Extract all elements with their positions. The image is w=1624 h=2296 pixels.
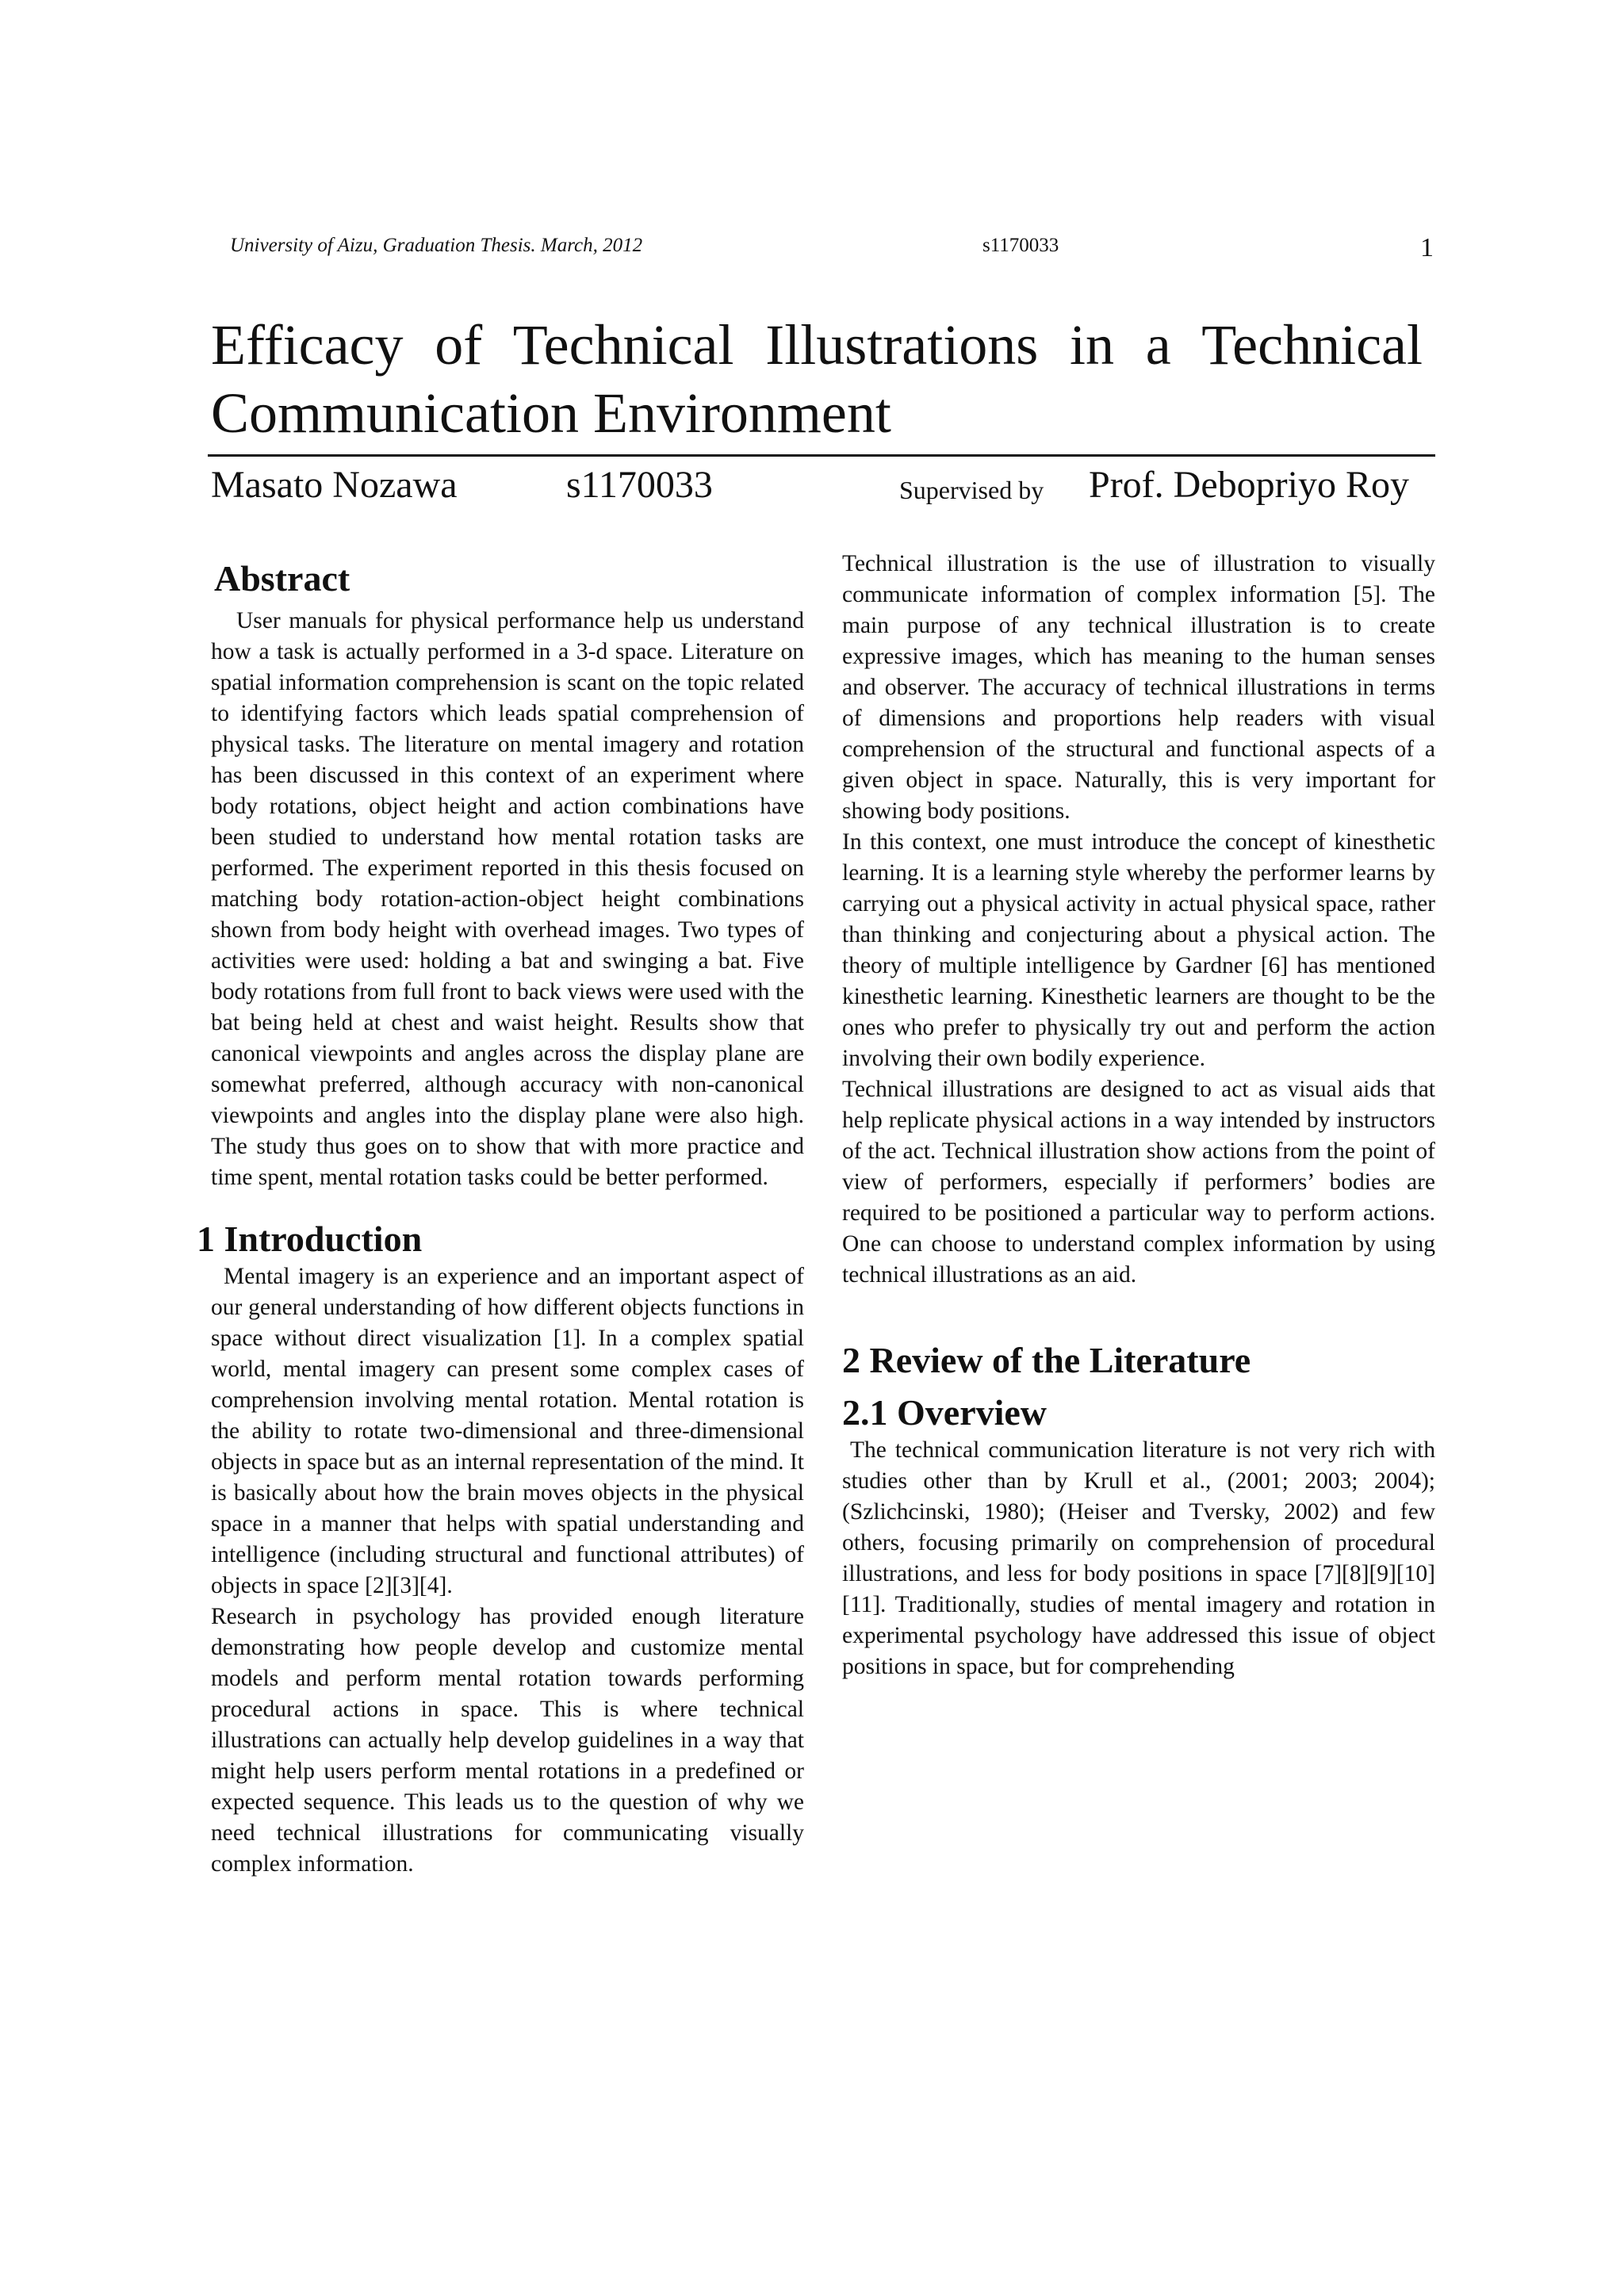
overview-paragraph: The technical communication literature is not very rich with studies other than by Krull et al., (2001; 2003; 2004); (Szlichcinski, 1980); (Heiser and Tversky, 2002) and few others, focusing primarily on comprehension of procedural illustrations, and less for body positions in space [7][8][9][10][11]. Traditionally, studies of mental imagery and rotation in experimental psychology have addressed this issue of object positions in space, but for comprehending bbox=[842, 1437, 1435, 1679]
introduction-heading: 1 Introduction bbox=[197, 1219, 423, 1259]
page-number: 1 bbox=[1420, 233, 1434, 262]
introduction-paragraph: In this context, one must introduce the concept of kinesthetic learning. It is a learning style whereby the performer learns by carrying out a physical activity in actual physical space, rather than thinking and conjecturing about a physical action. The theory of multiple intelligence by Gardner [6] has mentioned kinesthetic learning. Kinesthetic learners are thought to be the ones who prefer to physically try out and perform the action involving their own bodily experience. bbox=[842, 829, 1435, 1071]
paper-title: Efficacy of Technical Illustrations in a Technical Communication Environment bbox=[211, 313, 1423, 445]
header-journal-info: University of Aizu, Graduation Thesis. March, 2012 bbox=[230, 235, 643, 256]
author-name: Masato Nozawa bbox=[211, 464, 458, 506]
author-student-id: s1170033 bbox=[566, 464, 713, 506]
supervisor-name: Prof. Debopriyo Roy bbox=[1089, 464, 1409, 506]
overview-subheading: 2.1 Overview bbox=[842, 1392, 1048, 1433]
author-line bbox=[0, 461, 1624, 509]
title-divider bbox=[208, 454, 1435, 457]
introduction-paragraph: Mental imagery is an experience and an important aspect of our general understanding of how different objects functions in space without direct visualization [1]. In a complex spatial world, mental imagery can present some complex cases of comprehension involving mental rotation. Mental rotation is the ability to rotate two-dimensional and three-dimensional objects in space but as an internal representation of the mind. It is basically about how the brain moves objects in the physical space in a manner that helps with spatial understanding and intelligence (including structural and functional attributes) of objects in space [2][3][4]. bbox=[211, 1264, 804, 1598]
abstract-heading: Abstract bbox=[214, 558, 350, 599]
introduction-paragraph: Technical illustration is the use of illustration to visually communicate information of complex information [5]. The main purpose of any technical illustration is to create expressive images, which has meaning to the human senses and observer. The accuracy of technical illustrations in terms of dimensions and proportions help readers with visual comprehension of the structural and functional aspects of a given object in space. Naturally, this is very important for showing body positions. bbox=[842, 551, 1435, 824]
running-header bbox=[230, 235, 1434, 270]
left-column bbox=[197, 557, 804, 1880]
supervised-by-label: Supervised by bbox=[899, 476, 1044, 504]
right-column bbox=[842, 549, 1435, 1682]
introduction-paragraph: Research in psychology has provided enough literature demonstrating how people develop and customize mental models and perform mental rotation towards performing procedural actions in space. This is where technical illustrations can actually help develop guidelines in a way that might help users perform mental rotations in a predefined or expected sequence. This leads us to the question of why we need technical illustrations for communicating visually complex information. bbox=[211, 1604, 804, 1877]
literature-review-heading: 2 Review of the Literature bbox=[842, 1340, 1251, 1380]
abstract-body: User manuals for physical performance help us understand how a task is actually performed in a 3-d space. Literature on spatial information comprehension is scant on the topic related to identifying factors which leads spatial comprehension of physical tasks. The literature on mental imagery and rotation has been discussed in this context of an experiment where body rotations, object height and action combinations have been studied to understand how mental rotation tasks are performed. The experiment reported in this thesis focused on matching body rotation-action-object height combinations shown from body height with overhead images. Two types of activities were used: holding a bat and swinging a bat. Five body rotations from full front to back views were used with the bat being held at chest and waist height. Results show that canonical viewpoints and angles across the display plane are somewhat preferred, although accuracy with non-canonical viewpoints and angles into the display plane were also high. The study thus goes on to show that with more practice and time spent, mental rotation tasks could be better performed. bbox=[211, 608, 804, 1190]
introduction-paragraph: Technical illustrations are designed to act as visual aids that help replicate physical actions in a way intended by instructors of the act. Technical illustration show actions from the point of view of performers, especially if performers’ bodies are required to be positioned a particular way to perform actions. One can choose to understand complex information by using technical illustrations as an aid. bbox=[842, 1077, 1435, 1288]
header-student-id: s1170033 bbox=[982, 235, 1059, 256]
